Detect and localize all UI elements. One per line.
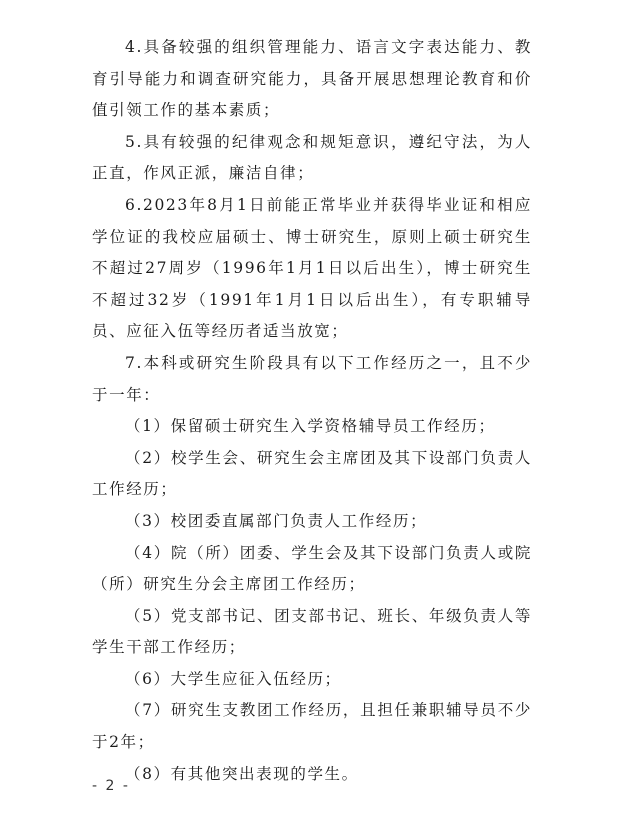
experience-item-3: （3）校团委直属部门负责人工作经历；: [125, 511, 428, 530]
experience-item-1: （1）保留硕士研究生入学资格辅导员工作经历；: [125, 417, 496, 436]
document-body: [92, 32, 532, 790]
requirement-7: 7.本科或研究生阶段具有以下工作经历之一，且不少于一年：: [92, 353, 532, 404]
experience-item-7: （7）研究生支教团工作经历，且担任兼职辅导员不少于2年；: [92, 701, 532, 752]
requirement-6: 6.2023年8月1日前能正常毕业并获得毕业证和相应学位证的我校应届硕士、博士研究生，原则上硕士研究生不超过27周岁（1996年1月1日以后出生），博士研究生不超过32岁（1991年1月1日以后出生），有专职辅导员、应征入伍等经历者适当放宽；: [92, 195, 532, 341]
experience-item-5: （5）党支部书记、团支部书记、班长、年级负责人等学生干部工作经历；: [92, 606, 532, 657]
experience-item-6: （6）大学生应征入伍经历；: [125, 669, 342, 688]
requirement-4: 4.具备较强的组织管理能力、语言文字表达能力、教育引导能力和调查研究能力，具备开展思想理论教育和价值引领工作的基本素质；: [92, 38, 532, 120]
experience-item-8: （8）有其他突出表现的学生。: [125, 764, 359, 783]
experience-item-4: （4）院（所）团委、学生会及其下设部门负责人或院（所）研究生分会主席团工作经历；: [92, 543, 532, 594]
requirement-5: 5.具有较强的纪律观念和规矩意识，遵纪守法，为人正直，作风正派，廉洁自律；: [92, 132, 532, 183]
experience-item-2: （2）校学生会、研究生会主席团及其下设部门负责人工作经历；: [92, 448, 532, 499]
page-number: - 2 -: [92, 778, 130, 794]
